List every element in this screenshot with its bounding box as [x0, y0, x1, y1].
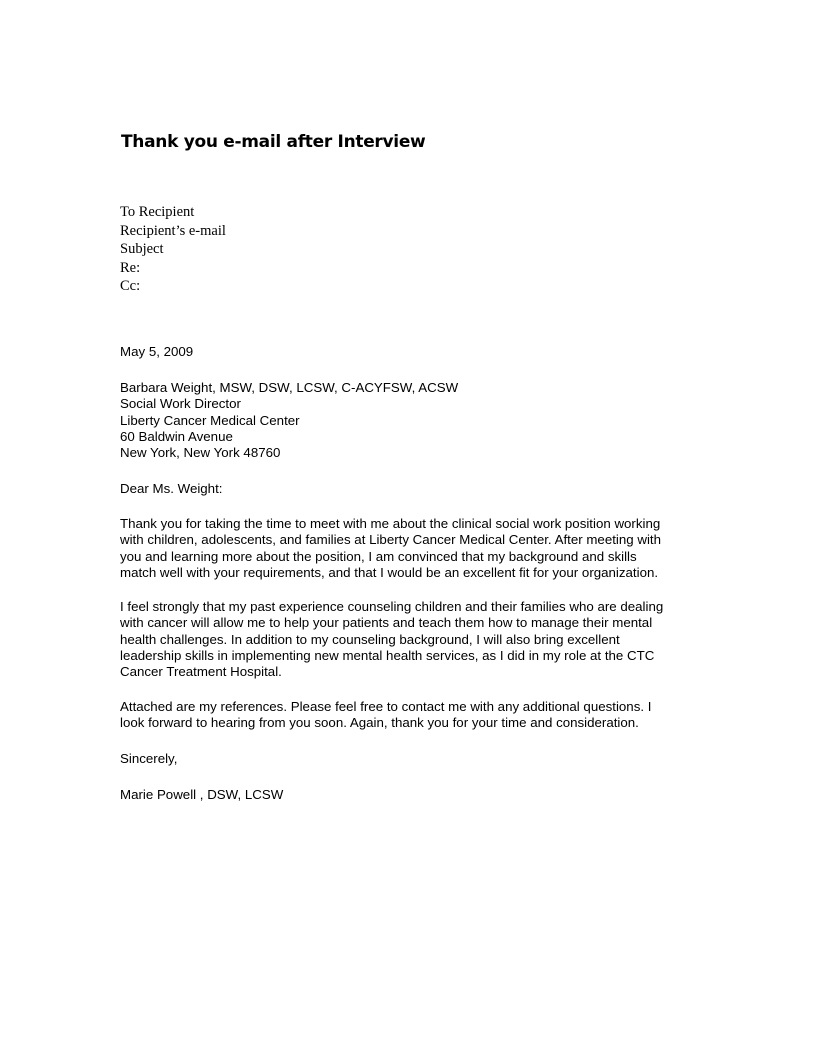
- paragraph-line: you and learning more about the position, I am convinced that my background and skills: [120, 548, 637, 564]
- recipient-street: 60 Baldwin Avenue: [120, 428, 233, 444]
- paragraph-line: Cancer Treatment Hospital.: [120, 664, 282, 680]
- recipient-organization: Liberty Cancer Medical Center: [120, 412, 300, 428]
- signature-text: Marie Powell , DSW, LCSW: [120, 787, 284, 802]
- paragraph-line: I feel strongly that my past experience counseling children and their families who are dealing: [120, 599, 664, 614]
- paragraph-line: with children, adolescents, and families at Liberty Cancer Medical Center. After meeting with: [120, 532, 662, 548]
- subject-line: Subject: [120, 241, 164, 257]
- recipient-email-line: Recipient’s e-mail: [120, 222, 226, 239]
- re-line: Re:: [120, 259, 141, 276]
- salutation: [120, 481, 222, 497]
- letter-date: [120, 344, 193, 360]
- recipient-address: [120, 380, 458, 461]
- recipient-city: New York, New York 48760: [120, 445, 281, 461]
- paragraph-line: match well with your requirements, and that I would be an excellent fit for your organization.: [120, 564, 659, 580]
- email-header: [120, 203, 226, 296]
- paragraph-line: with cancer will allow me to help your patients and teach them how to manage their mental: [120, 615, 653, 631]
- paragraph-1: [120, 516, 700, 581]
- paragraph-line: look forward to hearing from you soon. Again, thank you for your time and consideration.: [120, 715, 639, 731]
- date-text: May 5, 2009: [120, 344, 194, 359]
- signature: [120, 787, 283, 803]
- paragraph-line: Attached are my references. Please feel free to contact me with any additional questions. I: [120, 699, 652, 714]
- to-recipient-line: To Recipient: [120, 204, 195, 220]
- closing-text: Sincerely,: [120, 751, 178, 766]
- cc-line: Cc:: [120, 278, 141, 294]
- document-title: Thank you e-mail after Interview: [121, 132, 426, 152]
- paragraph-line: Thank you for taking the time to meet with me about the clinical social work position working: [120, 516, 661, 531]
- recipient-position: Social Work Director: [120, 396, 241, 412]
- closing: [120, 751, 177, 767]
- paragraph-line: leadership skills in implementing new mental health services, as I did in my role at the CTC: [120, 647, 655, 663]
- paragraph-2: [120, 599, 700, 680]
- recipient-name: Barbara Weight, MSW, DSW, LCSW, C-ACYFSW, ACSW: [120, 380, 459, 395]
- paragraph-line: health challenges. In addition to my counseling background, I will also bring excellent: [120, 631, 620, 647]
- salutation-text: Dear Ms. Weight:: [120, 481, 223, 496]
- paragraph-3: [120, 699, 700, 732]
